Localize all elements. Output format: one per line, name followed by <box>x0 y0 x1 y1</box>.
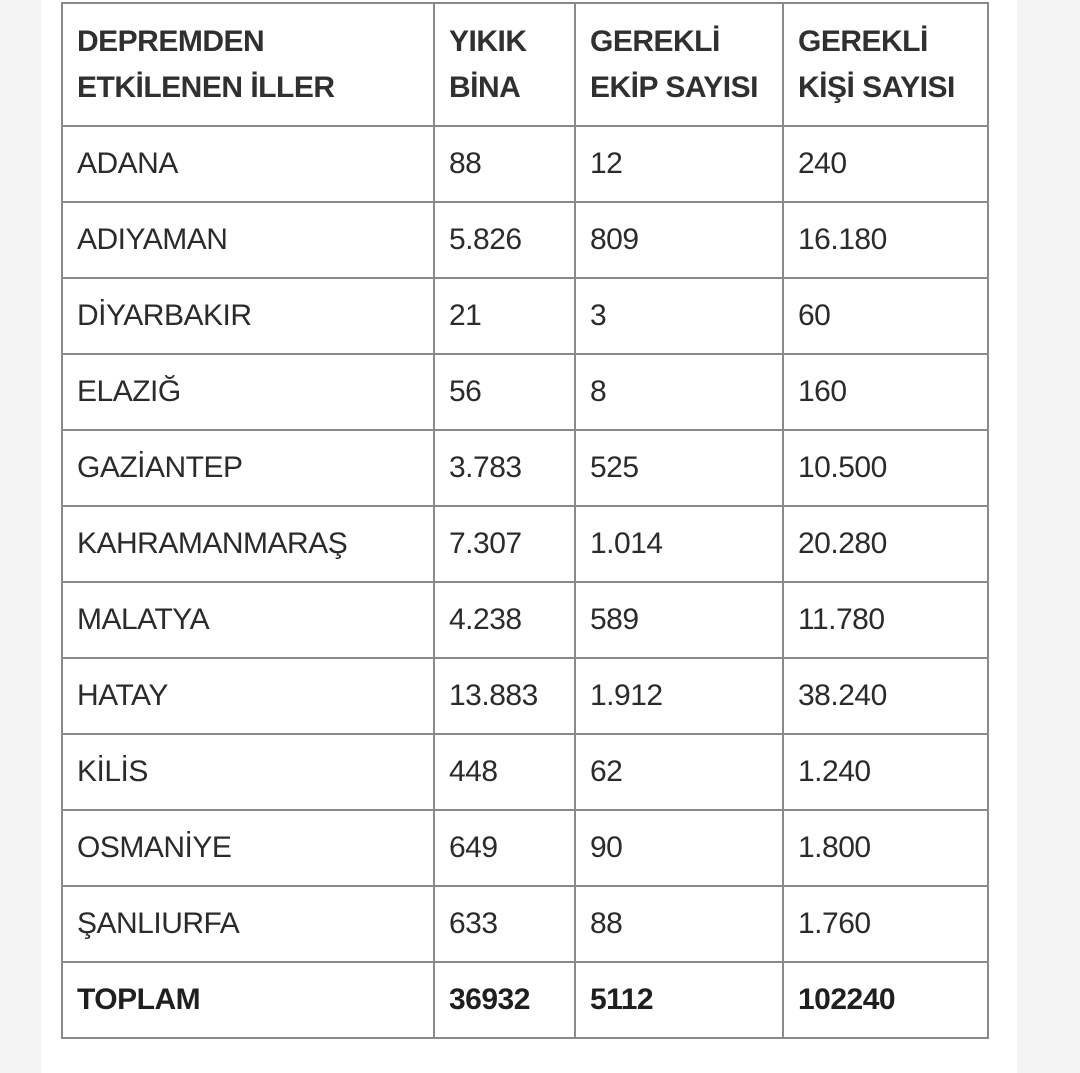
cell-kisi: 10.500 <box>783 430 988 506</box>
cell-kisi: 16.180 <box>783 202 988 278</box>
header-kisi-sayisi <box>783 3 988 126</box>
total-label: TOPLAM <box>62 962 434 1038</box>
cell-il: ADANA <box>62 126 434 202</box>
earthquake-table <box>61 2 989 1039</box>
cell-ekip: 90 <box>575 810 783 886</box>
table-row <box>62 810 988 886</box>
cell-yikik-bina: 56 <box>434 354 575 430</box>
cell-il: KAHRAMANMARAŞ <box>62 506 434 582</box>
cell-ekip: 8 <box>575 354 783 430</box>
cell-yikik-bina: 13.883 <box>434 658 575 734</box>
cell-kisi: 1.800 <box>783 810 988 886</box>
cell-kisi: 60 <box>783 278 988 354</box>
header-ekip-line2: EKİP SAYISI <box>590 70 758 104</box>
total-kisi: 102240 <box>783 962 988 1038</box>
cell-il: ŞANLIURFA <box>62 886 434 962</box>
cell-il: OSMANİYE <box>62 810 434 886</box>
total-ekip: 5112 <box>575 962 783 1038</box>
cell-ekip: 12 <box>575 126 783 202</box>
cell-kisi: 1.240 <box>783 734 988 810</box>
cell-yikik-bina: 633 <box>434 886 575 962</box>
cell-il: DİYARBAKIR <box>62 278 434 354</box>
header-ekip-line1: GEREKLİ <box>590 24 720 58</box>
table-row <box>62 582 988 658</box>
total-yikik-bina: 36932 <box>434 962 575 1038</box>
header-row <box>62 3 988 126</box>
cell-kisi: 20.280 <box>783 506 988 582</box>
cell-ekip: 1.014 <box>575 506 783 582</box>
table-row <box>62 278 988 354</box>
table-row <box>62 354 988 430</box>
header-yikik-bina-line2: BİNA <box>449 70 521 104</box>
cell-ekip: 589 <box>575 582 783 658</box>
cell-kisi: 1.760 <box>783 886 988 962</box>
table-body <box>62 126 988 962</box>
cell-yikik-bina: 21 <box>434 278 575 354</box>
cell-ekip: 88 <box>575 886 783 962</box>
total-row <box>62 962 988 1038</box>
header-kisi-line2: KİŞİ SAYISI <box>798 70 955 104</box>
table-row <box>62 430 988 506</box>
cell-kisi: 11.780 <box>783 582 988 658</box>
cell-yikik-bina: 5.826 <box>434 202 575 278</box>
header-yikik-bina-line1: YIKIK <box>449 24 527 58</box>
cell-kisi: 38.240 <box>783 658 988 734</box>
cell-il: MALATYA <box>62 582 434 658</box>
header-kisi-line1: GEREKLİ <box>798 24 928 58</box>
cell-ekip: 809 <box>575 202 783 278</box>
cell-ekip: 3 <box>575 278 783 354</box>
cell-yikik-bina: 7.307 <box>434 506 575 582</box>
header-il <box>62 3 434 126</box>
table-footer <box>62 962 988 1038</box>
table-row <box>62 506 988 582</box>
table-row <box>62 658 988 734</box>
cell-il: ADIYAMAN <box>62 202 434 278</box>
table-row <box>62 734 988 810</box>
cell-yikik-bina: 88 <box>434 126 575 202</box>
table-row <box>62 126 988 202</box>
cell-yikik-bina: 649 <box>434 810 575 886</box>
header-ekip-sayisi <box>575 3 783 126</box>
cell-il: ELAZIĞ <box>62 354 434 430</box>
cell-ekip: 1.912 <box>575 658 783 734</box>
cell-yikik-bina: 3.783 <box>434 430 575 506</box>
cell-il: KİLİS <box>62 734 434 810</box>
header-il-line2: ETKİLENEN İLLER <box>77 70 335 104</box>
cell-ekip: 525 <box>575 430 783 506</box>
cell-il: HATAY <box>62 658 434 734</box>
header-il-line1: DEPREMDEN <box>77 24 265 58</box>
table-row <box>62 202 988 278</box>
cell-kisi: 160 <box>783 354 988 430</box>
cell-il: GAZİANTEP <box>62 430 434 506</box>
cell-kisi: 240 <box>783 126 988 202</box>
cell-yikik-bina: 448 <box>434 734 575 810</box>
cell-yikik-bina: 4.238 <box>434 582 575 658</box>
header-yikik-bina <box>434 3 575 126</box>
table-header <box>62 3 988 126</box>
table-row <box>62 886 988 962</box>
cell-ekip: 62 <box>575 734 783 810</box>
